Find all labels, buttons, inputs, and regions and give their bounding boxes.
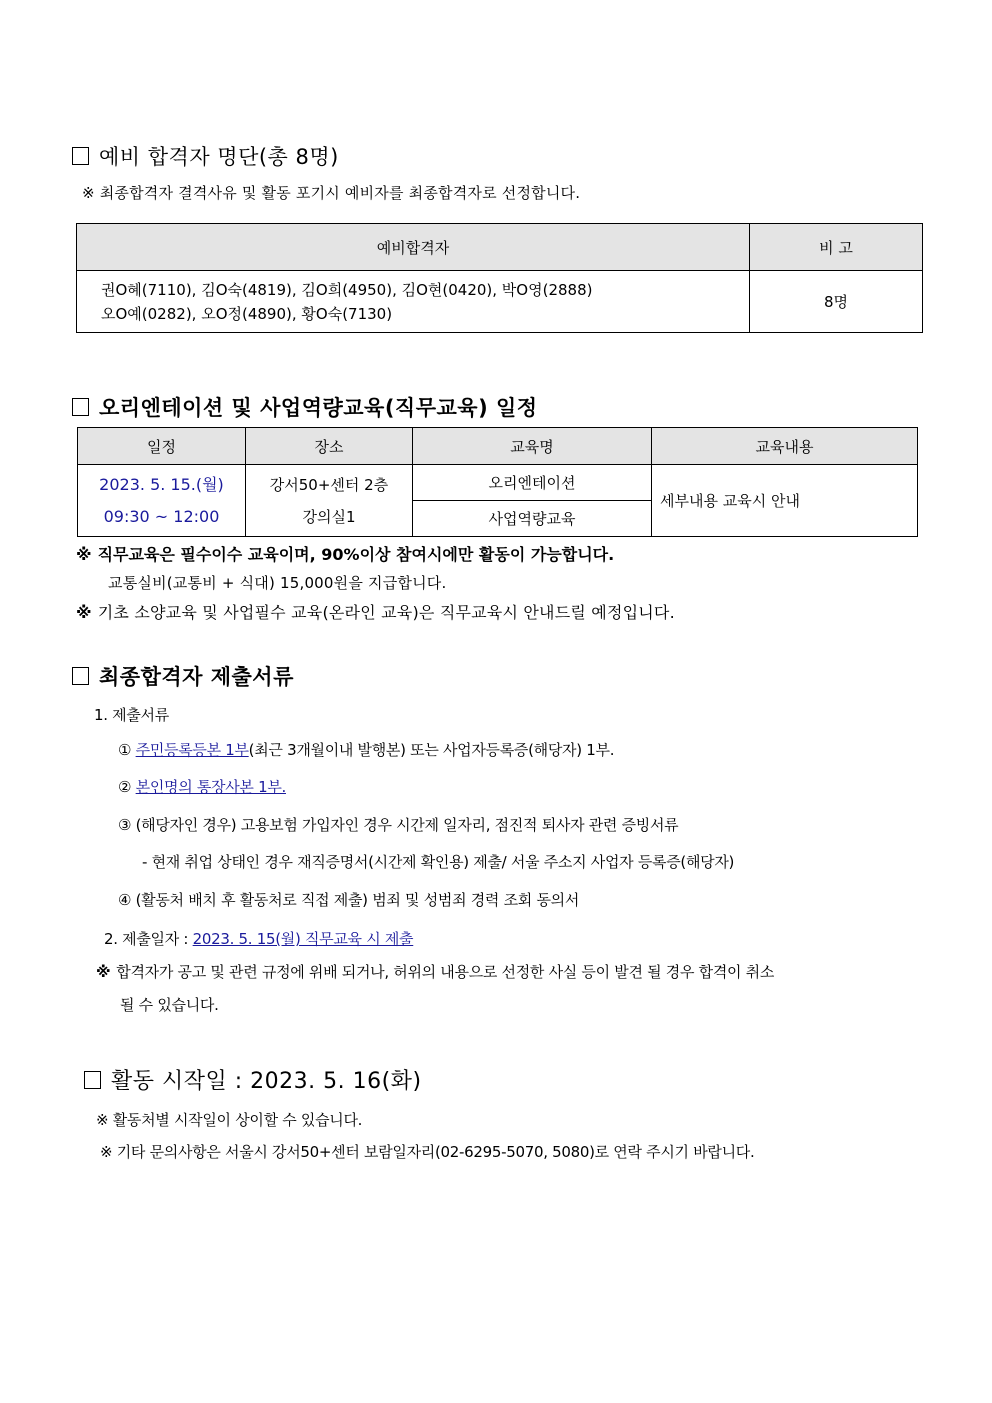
document-item-3 bbox=[118, 814, 678, 835]
schedule-header-course: 교육명 bbox=[413, 428, 652, 465]
schedule-course-orientation: 오리엔테이션 bbox=[413, 465, 652, 501]
schedule-date-cell bbox=[78, 465, 246, 537]
reserve-names-line1: 권O혜(7110), 김O숙(4819), 김O희(4950), 김O현(0420), 박O영(2888) bbox=[101, 280, 593, 299]
reserve-names-cell bbox=[77, 271, 750, 333]
item-number: ① bbox=[118, 741, 132, 759]
schedule-header-content: 교육내용 bbox=[652, 428, 918, 465]
document-item-2 bbox=[118, 776, 286, 797]
schedule-title-text: 오리엔테이션 및 사업역량교육(직무교육) 일정 bbox=[99, 396, 538, 420]
checkbox-square-icon bbox=[72, 667, 89, 685]
document-item-1-rest: (최근 3개월이내 발행본) 또는 사업자등록증(해당자) 1부. bbox=[248, 741, 615, 759]
submission-date-link[interactable]: 2023. 5. 15(월) 직무교육 시 제출 bbox=[192, 930, 414, 948]
checkbox-square-icon bbox=[84, 1071, 101, 1089]
reference-mark-icon: ※ bbox=[76, 545, 92, 564]
schedule-section-title bbox=[72, 392, 538, 422]
schedule-note2 bbox=[76, 600, 675, 623]
documents-warning-line2: 될 수 있습니다. bbox=[120, 996, 219, 1014]
documents-warning bbox=[96, 961, 774, 982]
reserve-header-names: 예비합격자 bbox=[77, 224, 750, 271]
reserve-note: ※ 최종합격자 결격사유 및 활동 포기시 예비자를 최종합격자로 선정합니다. bbox=[82, 184, 581, 202]
start-title-text: 활동 시작일 : 2023. 5. 16(화) bbox=[111, 1069, 422, 1094]
documents-item1-label: 1. 제출서류 bbox=[94, 706, 169, 724]
reserve-header-remark: 비 고 bbox=[750, 224, 923, 271]
table-row bbox=[77, 271, 923, 333]
documents-section-title bbox=[72, 661, 294, 691]
reference-mark-icon: ※ bbox=[76, 603, 92, 622]
document-item-3-detail: - 현재 취업 상태인 경우 재직증명서(시간제 확인용) 제출/ 서울 주소지 사업자 등록증(해당자) bbox=[142, 853, 735, 871]
documents-title-text: 최종합격자 제출서류 bbox=[99, 665, 294, 689]
document-item-1 bbox=[118, 739, 614, 760]
document-item-4-text: (활동처 배치 후 활동처로 직접 제출) 범죄 및 성범죄 경력 조회 동의서 bbox=[135, 891, 580, 909]
schedule-bold-note-text: 직무교육은 필수이수 교육이며, 90%이상 참여시에만 활동이 가능합니다. bbox=[97, 545, 615, 564]
start-note-1: ※ 활동처별 시작일이 상이할 수 있습니다. bbox=[96, 1111, 363, 1129]
item-number: ④ bbox=[118, 891, 132, 909]
reserve-table bbox=[76, 223, 923, 333]
schedule-course-business: 사업역량교육 bbox=[413, 501, 652, 537]
document-item-4 bbox=[118, 889, 579, 910]
schedule-place-line2: 강의실1 bbox=[302, 507, 356, 526]
schedule-note2-text: 기초 소양교육 및 사업필수 교육(온라인 교육)은 직무교육시 안내드릴 예정입니다. bbox=[97, 603, 675, 622]
start-section-title bbox=[84, 1064, 422, 1095]
document-link-resident-registration[interactable]: 주민등록등본 1부 bbox=[135, 741, 249, 759]
start-note-2: ※ 기타 문의사항은 서울시 강서50+센터 보람일자리(02-6295-5070, 5080)로 연락 주시기 바랍니다. bbox=[100, 1143, 755, 1161]
reserve-section-title bbox=[72, 141, 339, 171]
schedule-date: 2023. 5. 15.(월) bbox=[99, 474, 224, 494]
reserve-title-text: 예비 합격자 명단(총 8명) bbox=[99, 145, 339, 169]
checkbox-square-icon bbox=[72, 147, 89, 165]
document-link-bankbook[interactable]: 본인명의 통장사본 1부. bbox=[135, 778, 286, 796]
checkbox-square-icon bbox=[72, 398, 89, 416]
schedule-time: 09:30 ~ 12:00 bbox=[103, 506, 220, 526]
schedule-header-date: 일정 bbox=[78, 428, 246, 465]
reserve-remark-cell: 8명 bbox=[750, 271, 923, 333]
documents-item2 bbox=[104, 928, 413, 949]
reference-mark-icon: ※ bbox=[96, 963, 111, 981]
schedule-content-cell: 세부내용 교육시 안내 bbox=[652, 465, 918, 537]
schedule-place-cell bbox=[246, 465, 413, 537]
item-number: ② bbox=[118, 778, 132, 796]
schedule-header-place: 장소 bbox=[246, 428, 413, 465]
schedule-sub-note: 교통실비(교통비 + 식대) 15,000원을 지급합니다. bbox=[108, 574, 447, 592]
documents-warning-line1: 합격자가 공고 및 관련 규정에 위배 되거나, 허위의 내용으로 선정한 사실 등이 발견 될 경우 합격이 취소 bbox=[116, 963, 775, 981]
table-row bbox=[78, 465, 918, 501]
schedule-place-line1: 강서50+센터 2층 bbox=[269, 475, 389, 494]
documents-item2-label: 2. 제출일자 : bbox=[104, 930, 193, 948]
schedule-table bbox=[77, 427, 918, 537]
schedule-bold-note bbox=[76, 542, 614, 565]
item-number: ③ bbox=[118, 816, 132, 834]
document-item-3-text: (해당자인 경우) 고용보험 가입자인 경우 시간제 일자리, 점진적 퇴사자 관련 증빙서류 bbox=[135, 816, 679, 834]
reserve-names-line2: 오O예(0282), 오O정(4890), 황O숙(7130) bbox=[101, 304, 393, 323]
